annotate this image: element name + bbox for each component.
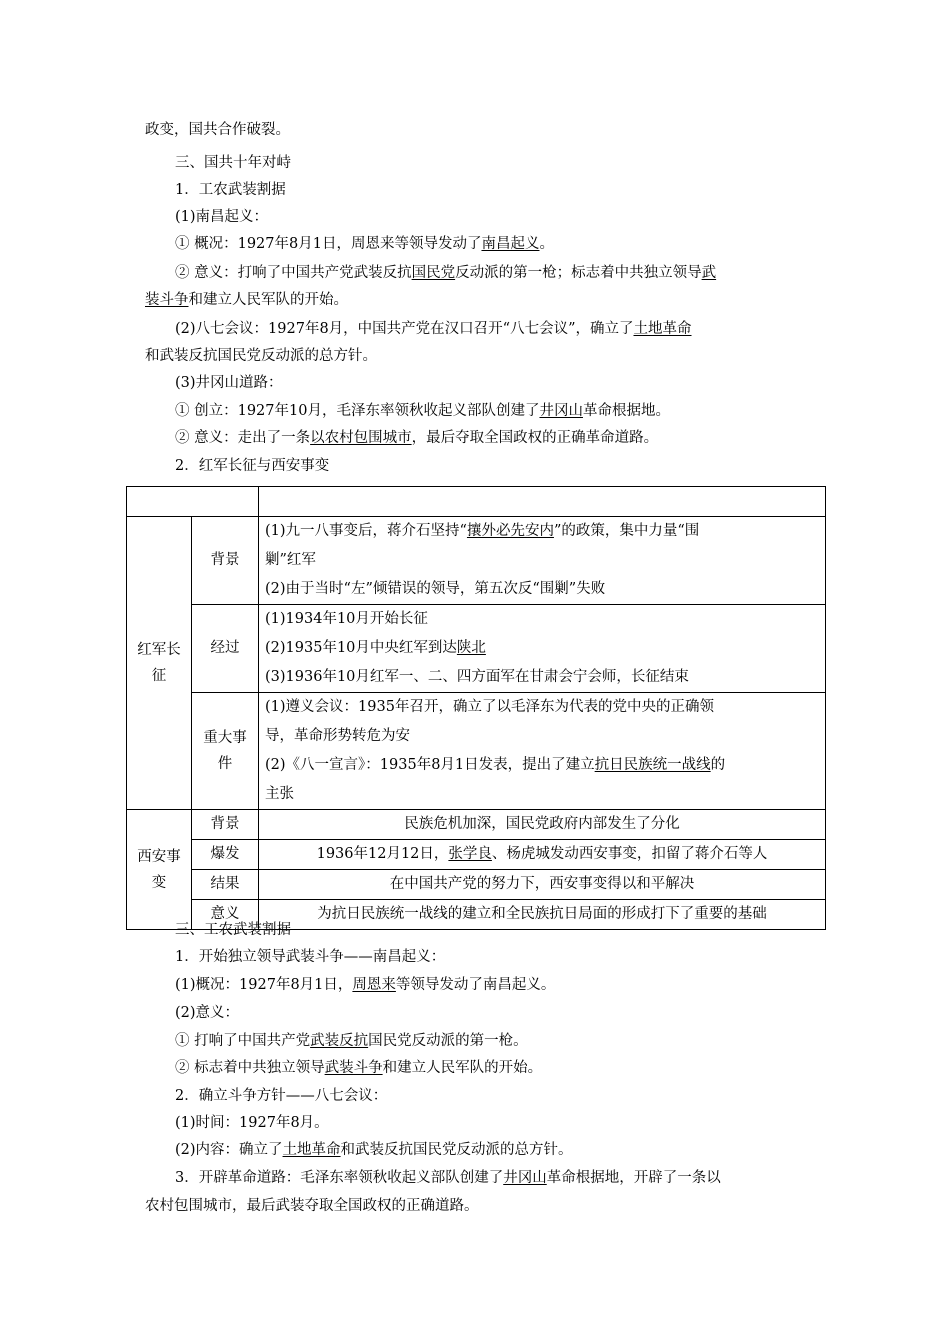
subsection-heading bbox=[175, 456, 825, 476]
text: 经过 bbox=[210, 640, 240, 656]
text: 背景 bbox=[210, 816, 240, 832]
category-cell-hongjun bbox=[127, 517, 192, 810]
text-line bbox=[175, 373, 825, 393]
text-line bbox=[175, 1113, 825, 1133]
underlined-term: 武 bbox=[701, 265, 717, 281]
text: 剿”红军 bbox=[265, 552, 316, 568]
text: (1)九一八事变后，蒋介石坚持“ bbox=[265, 523, 467, 539]
text: 2．红军长征与西安事变 bbox=[175, 458, 330, 474]
cell-line bbox=[265, 751, 819, 780]
cell-line bbox=[265, 722, 819, 751]
underlined-term: 装斗争 bbox=[145, 292, 189, 308]
text-line bbox=[175, 234, 825, 254]
table-row bbox=[127, 810, 826, 840]
history-table bbox=[126, 486, 826, 930]
text: 革命根据地，开辟了一条以 bbox=[546, 1170, 721, 1186]
text-line bbox=[175, 263, 825, 283]
underlined-term: 井冈山 bbox=[539, 403, 583, 419]
underlined-term: 陕北 bbox=[456, 640, 486, 656]
text: 的 bbox=[710, 757, 726, 773]
underlined-term: 武装反抗 bbox=[310, 1033, 369, 1049]
text: ② 标志着中共独立领导 bbox=[175, 1060, 325, 1076]
text-line bbox=[145, 290, 825, 310]
text-line bbox=[145, 120, 825, 140]
cell-line bbox=[265, 517, 819, 546]
label-cell bbox=[192, 810, 259, 840]
text: 西安事变 bbox=[137, 848, 181, 891]
section-heading bbox=[175, 153, 825, 173]
text: 农村包围城市，最后武装夺取全国政权的正确道路。 bbox=[145, 1198, 479, 1214]
table-row bbox=[127, 840, 826, 870]
underlined-term: 土地革命 bbox=[633, 321, 692, 337]
text: 1．工农武装割据 bbox=[175, 182, 286, 198]
underlined-term: 周恩来 bbox=[352, 977, 396, 993]
subsection-heading bbox=[175, 180, 825, 200]
content-cell bbox=[259, 870, 826, 900]
text: (2)八七会议：1927年8月，中国共产党在汉口召开“八七会议”，确立了 bbox=[175, 321, 634, 337]
underlined-term: 武装斗争 bbox=[324, 1060, 383, 1076]
text-line bbox=[175, 428, 825, 448]
underlined-term: 南昌起义 bbox=[481, 236, 540, 252]
text: 和武装反抗国民党反动派的总方针。 bbox=[340, 1142, 573, 1158]
underlined-term: 以农村包围城市 bbox=[310, 430, 412, 446]
text: 爆发 bbox=[210, 846, 240, 862]
text: 1936年12月12日， bbox=[316, 846, 449, 862]
table-row bbox=[127, 517, 826, 605]
text: 和建立人民军队的开始。 bbox=[188, 292, 348, 308]
text-line bbox=[175, 1168, 825, 1188]
cell-line bbox=[265, 575, 819, 604]
text: 3．开辟革命道路：毛泽东率领秋收起义部队创建了 bbox=[175, 1170, 504, 1186]
text: (2)由于当时“左”倾错误的领导，第五次反“围剿”失败 bbox=[265, 581, 606, 597]
text: (1)概况：1927年8月1日， bbox=[175, 977, 353, 993]
text: 在中国共产党的努力下，西安事变得以和平解决 bbox=[389, 876, 695, 892]
text: 重大事件 bbox=[203, 730, 247, 772]
text: 2．确立斗争方针——八七会议： bbox=[175, 1088, 388, 1104]
table-header-cell bbox=[259, 487, 826, 517]
text: 主张 bbox=[265, 786, 294, 802]
content-cell bbox=[259, 840, 826, 870]
table-header-cell bbox=[127, 487, 259, 517]
text: 1．开始独立领导武装斗争——南昌起义： bbox=[175, 949, 446, 965]
label-cell bbox=[192, 693, 259, 810]
text: (3)井冈山道路： bbox=[175, 375, 283, 391]
text: ① 概况：1927年8月1日，周恩来等领导发动了 bbox=[175, 236, 482, 252]
text: 、杨虎城发动西安事变，扣留了蒋介石等人 bbox=[491, 846, 768, 862]
text: 政变，国共合作破裂。 bbox=[145, 122, 290, 138]
text: ② 意义：走出了一条 bbox=[175, 430, 311, 446]
label-cell bbox=[192, 517, 259, 605]
text-line bbox=[175, 1140, 825, 1160]
category-cell-xian bbox=[127, 810, 192, 930]
content-cell bbox=[259, 810, 826, 840]
text: 为抗日民族统一战线的建立和全民族抗日局面的形成打下了重要的基础 bbox=[317, 906, 767, 922]
text: 背景 bbox=[210, 552, 240, 568]
text: (2)1935年10月中央红军到达 bbox=[265, 640, 457, 656]
cell-line bbox=[265, 634, 819, 663]
underlined-term: 张学良 bbox=[448, 846, 492, 862]
text: 。 bbox=[539, 236, 554, 252]
text: 反动派的第一枪；标志着中共独立领导 bbox=[455, 265, 702, 281]
text-line bbox=[145, 346, 825, 366]
underlined-term: 井冈山 bbox=[503, 1170, 547, 1186]
underlined-term: 国民党 bbox=[411, 265, 456, 281]
content-cell bbox=[259, 605, 826, 693]
text: 三、工农武装割据 bbox=[175, 922, 291, 938]
text: ① 创立：1927年10月，毛泽东率领秋收起义部队创建了 bbox=[175, 403, 540, 419]
table-header-row bbox=[127, 487, 826, 517]
text: (2)内容：确立了 bbox=[175, 1142, 283, 1158]
cell-line bbox=[265, 780, 819, 809]
text: (2)《八一宣言》：1935年8月1日发表，提出了建立 bbox=[265, 757, 595, 773]
text: ，最后夺取全国政权的正确革命道路。 bbox=[411, 430, 659, 446]
text-line bbox=[175, 401, 825, 421]
text: 和建立人民军队的开始。 bbox=[382, 1060, 543, 1076]
content-cell bbox=[259, 517, 826, 605]
text-line bbox=[175, 319, 825, 339]
text: ② 意义：打响了中国共产党武装反抗 bbox=[175, 265, 412, 281]
text-line bbox=[175, 975, 825, 995]
text-line bbox=[175, 1031, 825, 1051]
section-heading bbox=[175, 920, 825, 940]
underlined-term: 攘外必先安内 bbox=[466, 523, 554, 539]
cell-line bbox=[265, 546, 819, 575]
text: 结果 bbox=[210, 876, 240, 892]
cell-line bbox=[265, 605, 819, 634]
table-row bbox=[127, 693, 826, 810]
text-line bbox=[175, 1003, 825, 1023]
text-line bbox=[175, 1058, 825, 1078]
table-row bbox=[127, 605, 826, 693]
content-cell bbox=[259, 693, 826, 810]
text: (1)南昌起义： bbox=[175, 209, 269, 225]
cell-line bbox=[265, 693, 819, 722]
text-line bbox=[145, 1196, 825, 1216]
text-line bbox=[175, 207, 825, 227]
text: (2)意义： bbox=[175, 1005, 240, 1021]
text: ”的政策，集中力量“围 bbox=[553, 523, 700, 539]
label-cell bbox=[192, 870, 259, 900]
text: 三、国共十年对峙 bbox=[175, 155, 291, 171]
text: 导，革命形势转危为安 bbox=[265, 728, 410, 744]
text: 红军长征 bbox=[137, 642, 181, 684]
text: ① 打响了中国共产党 bbox=[175, 1033, 311, 1049]
subsection-heading bbox=[175, 947, 825, 967]
label-cell bbox=[192, 605, 259, 693]
cell-line bbox=[265, 663, 819, 692]
text: (3)1936年10月红军一、二、四方面军在甘肃会宁会师，长征结束 bbox=[265, 669, 689, 685]
text: 国民党反动派的第一枪。 bbox=[368, 1033, 528, 1049]
text: 革命根据地。 bbox=[582, 403, 670, 419]
label-cell bbox=[192, 840, 259, 870]
table-row bbox=[127, 870, 826, 900]
text: (1)遵义会议：1935年召开，确立了以毛泽东为代表的党中央的正确领 bbox=[265, 699, 714, 715]
text: 民族危机加深，国民党政府内部发生了分化 bbox=[404, 816, 680, 832]
underlined-term: 土地革命 bbox=[282, 1142, 341, 1158]
underlined-term: 抗日民族统一战线 bbox=[594, 757, 711, 773]
text: (1)时间：1927年8月。 bbox=[175, 1115, 329, 1131]
text: 和武装反抗国民党反动派的总方针。 bbox=[145, 348, 377, 364]
text: 意义 bbox=[210, 906, 240, 922]
text: (1)1934年10月开始长征 bbox=[265, 611, 428, 627]
text: 等领导发动了南昌起义。 bbox=[395, 977, 556, 993]
subsection-heading bbox=[175, 1086, 825, 1106]
